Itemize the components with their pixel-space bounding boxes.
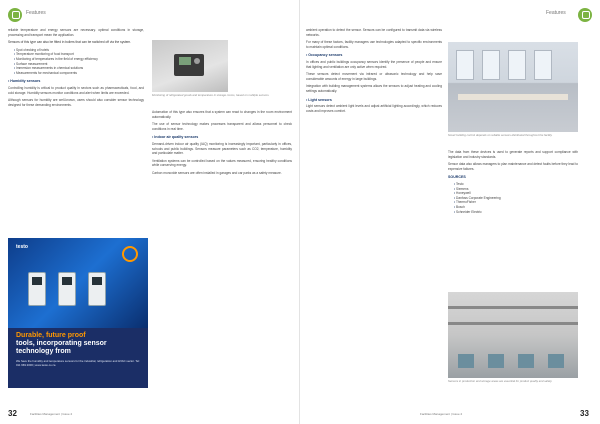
crate-image	[458, 354, 474, 368]
instrument-icon	[28, 272, 46, 306]
sensor-knob-image	[194, 58, 200, 64]
paragraph: The data from these devices is used to generate reports and support compliance with legislation and industry standards.	[448, 150, 578, 159]
sensor-photo	[152, 40, 228, 92]
advert-headline-line: tools, incorporating sensor	[16, 340, 107, 347]
paragraph: reliable temperature and energy sensors are necessary. optimal conditions in storage, processing and transport mean the application.	[8, 28, 144, 37]
list-item: • Danfoss Corporate Engineering	[454, 196, 578, 201]
production-photo	[448, 292, 578, 378]
right-column-2	[448, 150, 578, 217]
list-item: • Testo	[454, 182, 578, 187]
window-image	[508, 50, 526, 80]
paragraph: Automation of this type also ensures that a system can react to changes in the room environment automatically.	[152, 110, 292, 119]
list-item: • Temperature monitoring of food transport	[14, 52, 144, 57]
left-column-2	[152, 110, 292, 179]
section-label: Features	[546, 10, 566, 16]
rail-image	[448, 322, 578, 325]
advert-headline-line: technology from	[16, 348, 71, 355]
office-photo	[448, 42, 578, 132]
paragraph: Sensor data also allows managers to plan maintenance and detect faults before they lead to expensive failures.	[448, 162, 578, 171]
footer-text: Facilities Management | Issue 2	[420, 412, 463, 416]
footer-text: Facilities Management | Issue 2	[30, 412, 73, 416]
paragraph: For many of these factors, facility managers use technologies adapted to specific environments to maintain optimal conditions.	[306, 40, 442, 49]
desk-image	[458, 94, 568, 100]
photo-caption: Smart building control depends on reliable sensors distributed throughout the facility.	[448, 133, 553, 137]
subheading: • Light sensors	[306, 98, 442, 103]
paragraph: Integration with building management systems allows the sensors to adjust heating and cooling settings automatically.	[306, 84, 442, 93]
list-item: • Honeywell	[454, 191, 578, 196]
paragraph: These sensors detect movement via infrared or ultrasonic technology and help save considerable amounts of energy in large buildings.	[306, 72, 442, 81]
paragraph: In offices and public buildings occupancy sensors identify the presence of people and ensure that lighting and ventilation are only active when required.	[306, 59, 442, 69]
section-label: Features	[26, 10, 46, 16]
paragraph: Controlling humidity is critical to product quality in sectors such as pharmaceuticals, food, and cold storage. Humidity sensors monitor conditions and alert when limits are exceeded.	[8, 85, 144, 95]
list-item: • Bosch	[454, 205, 578, 210]
list-item: • Siemens	[454, 187, 578, 192]
page-number: 33	[580, 409, 589, 418]
advert-headline-line: Durable, future proof	[16, 332, 86, 339]
paragraph: Ventilation systems can be controlled based on the values measured, ensuring healthy conditions while conserving energy.	[152, 158, 292, 168]
rail-image	[448, 306, 578, 309]
list-item: • Immersion measurements in chemical solutions	[14, 66, 144, 71]
list-item: • Monitoring of temperatures in the field of energy efficiency	[14, 57, 144, 62]
advert-headline	[16, 332, 107, 356]
ring-icon	[122, 246, 138, 262]
instrument-icon	[88, 272, 106, 306]
paragraph: ambient operation to detect the sensor. Sensors can be configured to transmit data via wireless networks.	[306, 28, 442, 37]
advert-brand: testo	[16, 244, 28, 250]
window-image	[534, 50, 552, 80]
sensor-screen-image	[179, 57, 191, 65]
list-item: • Measurements for mechanical components	[14, 71, 144, 76]
photo-caption: Sensors in production and storage areas are essential for product quality and safety.	[448, 379, 553, 383]
sources-heading: SOURCES	[448, 175, 466, 180]
list-item: • Spot checking of hotels	[14, 48, 144, 53]
list-item: • ThermoFisher	[454, 200, 578, 205]
paragraph: The use of sensor technology makes processes transparent and allows personnel to check conditions in real time.	[152, 122, 292, 131]
instrument-icon	[58, 272, 76, 306]
bullet-list	[14, 48, 144, 76]
subheading: • Indoor air quality sensors	[152, 135, 292, 140]
right-column-1	[306, 28, 442, 116]
crate-image	[518, 354, 534, 368]
advert-image	[8, 238, 148, 328]
advert-body: We have the humidity and temperature sensors for the industrial, refrigeration and HVAC sector. Tel: 011 669 2000 | www.testo.co.za	[16, 359, 140, 367]
left-column-1	[8, 28, 144, 110]
paragraph: Sensors of this type can also be fitted in boilers that can be switched off via the system.	[8, 40, 132, 45]
paragraph: Although sensors for humidity are well-known, users should also consider sensor technology designed for these demanding environments.	[8, 98, 144, 107]
section-badge-icon	[8, 8, 22, 22]
section-badge-icon	[578, 8, 592, 22]
paragraph: Carbon monoxide sensors are often installed in garages and car parks as a safety measure.	[152, 170, 282, 175]
window-image	[482, 50, 500, 80]
page-number: 32	[8, 409, 17, 418]
list-item: • Surface measurement	[14, 62, 144, 67]
sources-list	[454, 182, 578, 214]
paragraph: Demand-driven indoor air quality (IAQ) monitoring is increasingly important, particularly in offices, schools and public buildings. Sensors measure parameters such as CO2, temperature, humidity and particulate matter.	[152, 141, 292, 156]
crate-image	[488, 354, 504, 368]
paragraph: Light sensors detect ambient light levels and adjust artificial lighting accordingly, which reduces costs and improves comfort.	[306, 104, 442, 113]
photo-caption: Monitoring of refrigerated goods and temperature in storage rooms, based on multiple sensors.	[152, 93, 270, 97]
advertisement[interactable]	[8, 238, 148, 388]
subheading: • Humidity sensors	[8, 79, 144, 84]
crate-image	[548, 354, 564, 368]
list-item: • Schneider Electric	[454, 210, 578, 215]
window-image	[456, 50, 474, 80]
subheading: • Occupancy sensors	[306, 53, 442, 58]
